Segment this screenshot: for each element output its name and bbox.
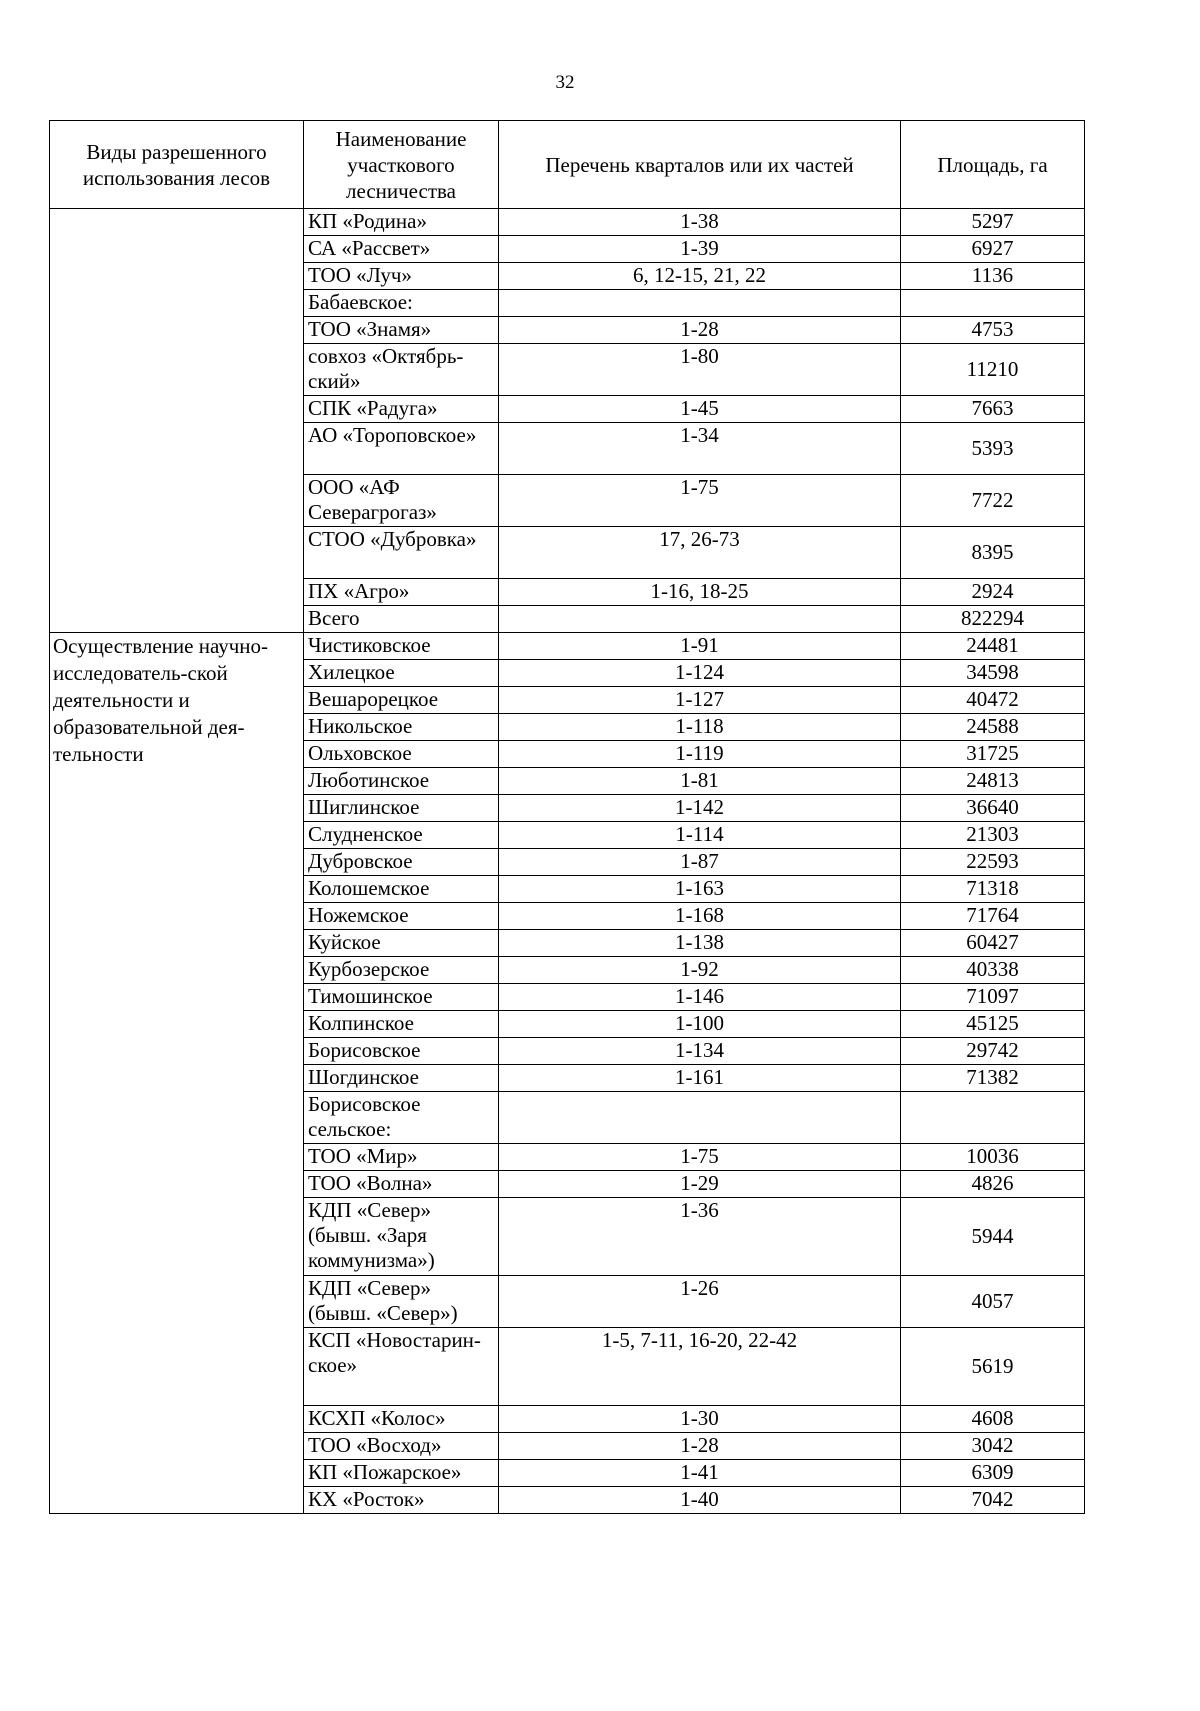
- forestry-name-cell: Курбозерское: [304, 957, 499, 984]
- quarters-cell: 1-100: [499, 1011, 901, 1038]
- header-quarters-list: Перечень кварталов или их частей: [499, 121, 901, 209]
- quarters-cell: [499, 1092, 901, 1144]
- quarters-cell: 1-40: [499, 1487, 901, 1514]
- area-cell: 10036: [901, 1144, 1085, 1171]
- table-row: [50, 633, 1085, 660]
- table-header-row: [50, 121, 1085, 209]
- table-body: [50, 209, 1085, 1514]
- quarters-cell: 6, 12-15, 21, 22: [499, 263, 901, 290]
- forestry-name-cell: КДП «Север» (бывш. «Заря коммунизма»): [304, 1198, 499, 1276]
- forestry-name-cell: СА «Рассвет»: [304, 236, 499, 263]
- quarters-cell: 1-28: [499, 317, 901, 344]
- area-cell: 4753: [901, 317, 1085, 344]
- forestry-name-cell: Люботинское: [304, 768, 499, 795]
- area-cell: 4057: [901, 1276, 1085, 1328]
- quarters-cell: 1-26: [499, 1276, 901, 1328]
- quarters-cell: 1-45: [499, 396, 901, 423]
- quarters-cell: 1-168: [499, 903, 901, 930]
- area-cell: 6309: [901, 1460, 1085, 1487]
- forestry-name-cell: ООО «АФ Северагрогаз»: [304, 475, 499, 527]
- forestry-name-cell: КСП «Новостарин-ское»: [304, 1328, 499, 1406]
- quarters-cell: 1-39: [499, 236, 901, 263]
- forestry-name-cell: АО «Тороповское»: [304, 423, 499, 475]
- area-cell: 71382: [901, 1065, 1085, 1092]
- header-forestry-name: Наименование участкового лесничества: [304, 121, 499, 209]
- quarters-cell: 1-87: [499, 849, 901, 876]
- area-cell: 71097: [901, 984, 1085, 1011]
- area-cell: 36640: [901, 795, 1085, 822]
- forestry-name-cell: Борисовское: [304, 1038, 499, 1065]
- area-cell: 5393: [901, 423, 1085, 475]
- quarters-cell: 1-16, 18-25: [499, 579, 901, 606]
- area-cell: 24813: [901, 768, 1085, 795]
- forestry-name-cell: КХ «Росток»: [304, 1487, 499, 1514]
- table-row: [50, 209, 1085, 236]
- forestry-name-cell: Никольское: [304, 714, 499, 741]
- area-cell: 71318: [901, 876, 1085, 903]
- area-cell: 22593: [901, 849, 1085, 876]
- area-cell: 6927: [901, 236, 1085, 263]
- quarters-cell: 1-29: [499, 1171, 901, 1198]
- area-cell: 71764: [901, 903, 1085, 930]
- page-number: 32: [555, 72, 575, 93]
- forestry-name-cell: Шогдинское: [304, 1065, 499, 1092]
- header-area: Площадь, га: [901, 121, 1085, 209]
- forestry-name-cell: Всего: [304, 606, 499, 633]
- quarters-cell: 1-161: [499, 1065, 901, 1092]
- quarters-cell: 1-118: [499, 714, 901, 741]
- quarters-cell: [499, 606, 901, 633]
- forestry-name-cell: ТОО «Знамя»: [304, 317, 499, 344]
- area-cell: 8395: [901, 527, 1085, 579]
- quarters-cell: 1-114: [499, 822, 901, 849]
- forestry-name-cell: Хилецкое: [304, 660, 499, 687]
- forestry-name-cell: Чистиковское: [304, 633, 499, 660]
- forestry-name-cell: ТОО «Волна»: [304, 1171, 499, 1198]
- area-cell: 60427: [901, 930, 1085, 957]
- quarters-cell: 1-91: [499, 633, 901, 660]
- use-type-cell-empty: [50, 209, 304, 633]
- quarters-cell: 1-127: [499, 687, 901, 714]
- quarters-cell: 1-138: [499, 930, 901, 957]
- use-type-cell-research: Осуществление научно-исследователь-ской деятельности и образовательной дея-тельности: [50, 633, 304, 1514]
- forestry-name-cell: ТОО «Восход»: [304, 1433, 499, 1460]
- quarters-cell: 1-75: [499, 475, 901, 527]
- quarters-cell: 1-41: [499, 1460, 901, 1487]
- area-cell: 45125: [901, 1011, 1085, 1038]
- forestry-name-cell: Шиглинское: [304, 795, 499, 822]
- area-cell: 24481: [901, 633, 1085, 660]
- area-cell: 34598: [901, 660, 1085, 687]
- area-cell: [901, 290, 1085, 317]
- forestry-name-cell: ТОО «Луч»: [304, 263, 499, 290]
- forestry-name-cell: СТОО «Дубровка»: [304, 527, 499, 579]
- forestry-name-cell: Куйское: [304, 930, 499, 957]
- area-cell: 5944: [901, 1198, 1085, 1276]
- forestry-name-cell: Колпинское: [304, 1011, 499, 1038]
- area-cell: 4826: [901, 1171, 1085, 1198]
- forestry-name-cell: Вешарорецкое: [304, 687, 499, 714]
- quarters-cell: 1-75: [499, 1144, 901, 1171]
- area-cell: 5619: [901, 1328, 1085, 1406]
- forestry-name-cell: Ольховское: [304, 741, 499, 768]
- quarters-cell: 1-30: [499, 1406, 901, 1433]
- area-cell: 5297: [901, 209, 1085, 236]
- forestry-name-cell: КП «Родина»: [304, 209, 499, 236]
- quarters-cell: 1-146: [499, 984, 901, 1011]
- area-cell: 31725: [901, 741, 1085, 768]
- forest-use-table: [49, 120, 1085, 1514]
- quarters-cell: 1-163: [499, 876, 901, 903]
- area-cell: 40338: [901, 957, 1085, 984]
- forestry-name-cell: Борисовское сельское:: [304, 1092, 499, 1144]
- quarters-cell: 1-34: [499, 423, 901, 475]
- quarters-cell: 1-81: [499, 768, 901, 795]
- forestry-name-cell: Колошемское: [304, 876, 499, 903]
- area-cell: 7722: [901, 475, 1085, 527]
- forestry-name-cell: СПК «Радуга»: [304, 396, 499, 423]
- area-cell: 21303: [901, 822, 1085, 849]
- area-cell: 7042: [901, 1487, 1085, 1514]
- area-cell: 2924: [901, 579, 1085, 606]
- quarters-cell: [499, 290, 901, 317]
- forestry-name-cell: КСХП «Колос»: [304, 1406, 499, 1433]
- quarters-cell: 1-38: [499, 209, 901, 236]
- forestry-name-cell: КДП «Север» (бывш. «Север»): [304, 1276, 499, 1328]
- header-use-type: Виды разрешенного использования лесов: [50, 121, 304, 209]
- forestry-name-cell: ПХ «Агро»: [304, 579, 499, 606]
- area-cell: 29742: [901, 1038, 1085, 1065]
- area-cell: 40472: [901, 687, 1085, 714]
- forestry-name-cell: Дубровское: [304, 849, 499, 876]
- area-cell: 3042: [901, 1433, 1085, 1460]
- quarters-cell: 1-28: [499, 1433, 901, 1460]
- quarters-cell: 17, 26-73: [499, 527, 901, 579]
- forestry-name-cell: КП «Пожарское»: [304, 1460, 499, 1487]
- quarters-cell: 1-142: [499, 795, 901, 822]
- area-cell: [901, 1092, 1085, 1144]
- forestry-name-cell: ТОО «Мир»: [304, 1144, 499, 1171]
- forestry-name-cell: совхоз «Октябрь-ский»: [304, 344, 499, 396]
- quarters-cell: 1-80: [499, 344, 901, 396]
- area-cell: 1136: [901, 263, 1085, 290]
- quarters-cell: 1-36: [499, 1198, 901, 1276]
- forestry-name-cell: Ножемское: [304, 903, 499, 930]
- forestry-name-cell: Слудненское: [304, 822, 499, 849]
- quarters-cell: 1-119: [499, 741, 901, 768]
- quarters-cell: 1-92: [499, 957, 901, 984]
- forestry-name-cell: Тимошинское: [304, 984, 499, 1011]
- area-cell: 11210: [901, 344, 1085, 396]
- area-cell: 822294: [901, 606, 1085, 633]
- area-cell: 7663: [901, 396, 1085, 423]
- area-cell: 4608: [901, 1406, 1085, 1433]
- quarters-cell: 1-134: [499, 1038, 901, 1065]
- quarters-cell: 1-5, 7-11, 16-20, 22-42: [499, 1328, 901, 1406]
- quarters-cell: 1-124: [499, 660, 901, 687]
- area-cell: 24588: [901, 714, 1085, 741]
- forestry-name-cell: Бабаевское:: [304, 290, 499, 317]
